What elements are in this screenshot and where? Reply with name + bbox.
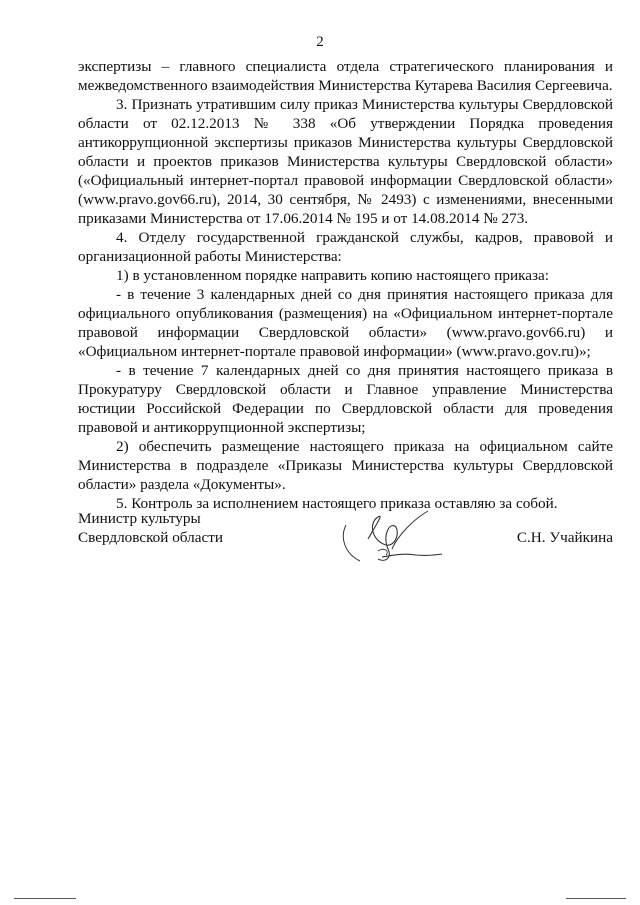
handwritten-signature	[338, 505, 448, 567]
paragraph-subitem-1: 1) в установленном порядке направить копию настоящего приказа:	[116, 267, 549, 284]
signatory-position-line2: Свердловской области	[78, 529, 223, 546]
paragraph-continuation: экспертизы – главного специалиста отдела стратегического планирования и межведомственного взаимодействия Министерства Кутарева Василия Сергеевича.	[78, 58, 613, 94]
footer-rule-left	[14, 898, 76, 899]
signatory-position-line1: Министр культуры	[78, 510, 201, 527]
paragraph-dash-prosecutor: - в течение 7 календарных дней со дня принятия настоящего приказа в Прокуратуру Свердловской области и Главное управление Министерства юстиции Российской Федерации по Свердловской области для проведения правовой и антикоррупционной экспертизы;	[78, 362, 613, 436]
paragraph-subitem-2: 2) обеспечить размещение настоящего приказа на официальном сайте Министерства в подразделе «Приказы Министерства культуры Свердловской области» раздела «Документы».	[78, 438, 613, 493]
page-number: 2	[316, 34, 324, 50]
document-body	[78, 57, 613, 513]
paragraph-dash-publication: - в течение 3 календарных дней со дня принятия настоящего приказа для официального опубликования (размещения) на «Официальном интернет-портале правовой информации Свердловской области» (www.pravo.gov66.ru) и «Официальном интернет-портале правовой информации» (www.pravo.gov.ru)»;	[78, 286, 613, 360]
paragraph-item-5: 5. Контроль за исполнением настоящего приказа оставляю за собой.	[116, 495, 558, 512]
paragraph-item-4: 4. Отделу государственной гражданской службы, кадров, правовой и организационной работы Министерства:	[78, 229, 613, 265]
footer-rule-right	[566, 898, 626, 899]
signatory-position	[78, 509, 223, 547]
paragraph-item-3: 3. Признать утратившим силу приказ Министерства культуры Свердловской области от 02.12.2013 № 338 «Об утверждении Порядка проведения антикоррупционной экспертизы приказов Министерства культуры Свердловской области и проектов приказов Министерства культуры Свердловской области» («Официальный интернет-портал правовой информации Свердловской области» (www.pravo.gov66.ru), 2014, 30 сентября, № 2493) с изменениями, внесенными приказами Министерства от 17.06.2014 № 195 и от 14.08.2014 № 273.	[78, 96, 613, 227]
signatory-name: С.Н. Учайкина	[516, 529, 613, 546]
